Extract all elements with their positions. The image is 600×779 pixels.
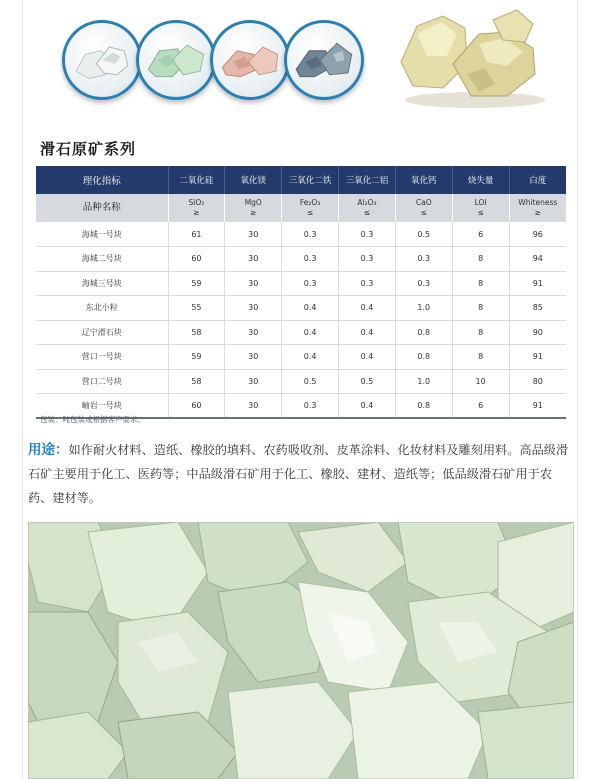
operator: ≤ [363,208,371,217]
table-cell: 0.3 [282,222,339,247]
formula: CaO [415,198,432,207]
table-cell: 营口二号块 [36,369,168,394]
table-cell: 1.0 [395,369,452,394]
formula: Fe₂O₃ [299,198,321,207]
table-cell: 8 [452,247,509,272]
packaging-note: 包装：吨包装或根据客户要求。 [40,415,145,424]
table-cell: 1.0 [395,296,452,321]
formula: Al₂O₃ [357,198,377,207]
table-cell: 60 [168,247,225,272]
table-cell: 0.4 [282,296,339,321]
sample-images [42,20,342,124]
subheader-cell [282,194,339,222]
table-cell: 85 [509,296,566,321]
table-cell: 8 [452,271,509,296]
header-cell: 三氧化二铝 [339,166,396,194]
table-row [36,345,566,370]
operator: ≤ [306,208,314,217]
table-cell: 91 [509,345,566,370]
table-cell: 海城一号块 [36,222,168,247]
table-cell: 0.5 [395,222,452,247]
table-cell: 10 [452,369,509,394]
table-cell: 0.4 [339,345,396,370]
table-cell: 东北小粒 [36,296,168,321]
header-cell: 理化指标 [36,166,168,194]
usage-text: 如作耐火材料、造纸、橡胶的填料、农药吸收剂、皮革涂料、化妆材料及雕刻用料。高品级滑石矿主要用于化工、医药等；中品级滑石矿用于化工、橡胶、建材、造纸等；低品级滑石矿用于农药、建材等。 [28,443,569,505]
operator: ≤ [477,208,484,217]
subheader-cell [395,194,452,222]
table-subheader-row [36,194,566,222]
table-cell: 91 [509,394,566,419]
table-header-row [36,166,566,194]
table-cell: 55 [168,296,225,321]
table-cell: 岫岩一号块 [36,394,168,419]
section-title: 滑石原矿系列 [40,140,137,158]
table-row [36,369,566,394]
table-cell: 0.3 [339,247,396,272]
table-row [36,296,566,321]
grey-talc-sample-image [284,20,364,100]
formula: MgO [244,198,262,207]
table-cell: 90 [509,320,566,345]
table-cell: 80 [509,369,566,394]
table-cell: 0.8 [395,345,452,370]
pink-talc-sample-image [210,20,290,100]
formula: SiO₂ [188,198,205,207]
table-cell: 30 [225,271,282,296]
table-row [36,222,566,247]
table-cell: 30 [225,222,282,247]
table-cell: 0.5 [282,369,339,394]
table-cell: 辽宁滑石块 [36,320,168,345]
table-cell: 30 [225,247,282,272]
table-cell: 61 [168,222,225,247]
table-cell: 营口一号块 [36,345,168,370]
usage-label: 用途： [28,442,69,458]
table-cell: 海城三号块 [36,271,168,296]
table-row [36,247,566,272]
table-cell: 0.3 [395,271,452,296]
formula: LOI [474,198,487,207]
subheader-cell [168,194,225,222]
operator: ≥ [250,208,257,217]
table-cell: 0.4 [339,296,396,321]
yellow-talc-ore-image [383,4,563,114]
table-cell: 0.3 [282,271,339,296]
formula: Whiteness [518,198,558,207]
subheader-cell [339,194,396,222]
table-cell: 0.4 [339,394,396,419]
table-cell: 60 [168,394,225,419]
table-cell: 0.8 [395,394,452,419]
table-cell: 0.3 [282,394,339,419]
header-cell: 二氧化硅 [168,166,225,194]
table-cell: 91 [509,271,566,296]
table-cell: 30 [225,369,282,394]
table-cell: 6 [452,394,509,419]
table-cell: 0.5 [339,369,396,394]
table-cell: 海城二号块 [36,247,168,272]
table-cell: 30 [225,320,282,345]
white-talc-sample-image [62,20,142,100]
talc-lumps-photo [28,522,574,779]
subheader-cell [509,194,566,222]
table-cell: 0.3 [339,222,396,247]
table-cell: 6 [452,222,509,247]
usage-paragraph [28,438,576,510]
table-cell: 59 [168,271,225,296]
green-talc-sample-image [136,20,216,100]
table-row [36,271,566,296]
subheader-cell [225,194,282,222]
header-cell: 氧化镁 [225,166,282,194]
table-cell: 30 [225,394,282,419]
table-cell: 8 [452,296,509,321]
table-cell: 8 [452,320,509,345]
subheader-cell [452,194,509,222]
subheader-cell: 品种名称 [36,194,168,222]
table-cell: 94 [509,247,566,272]
header-cell: 烧失量 [452,166,509,194]
table-cell: 30 [225,345,282,370]
table-cell: 58 [168,320,225,345]
table-cell: 0.8 [395,320,452,345]
table-cell: 0.4 [339,320,396,345]
operator: ≤ [420,208,427,217]
header-cell: 白度 [509,166,566,194]
table-cell: 0.3 [282,247,339,272]
operator: ≥ [534,208,541,217]
header-cell: 氧化钙 [395,166,452,194]
table-cell: 96 [509,222,566,247]
table-cell: 0.3 [395,247,452,272]
table-cell: 58 [168,369,225,394]
table-cell: 0.3 [339,271,396,296]
header-cell: 三氧化二铁 [282,166,339,194]
table-cell: 0.4 [282,345,339,370]
table-cell: 59 [168,345,225,370]
spec-table [36,166,566,419]
table-cell: 8 [452,345,509,370]
table-cell: 30 [225,296,282,321]
operator: ≥ [193,208,200,217]
table-row [36,320,566,345]
table-cell: 0.4 [282,320,339,345]
